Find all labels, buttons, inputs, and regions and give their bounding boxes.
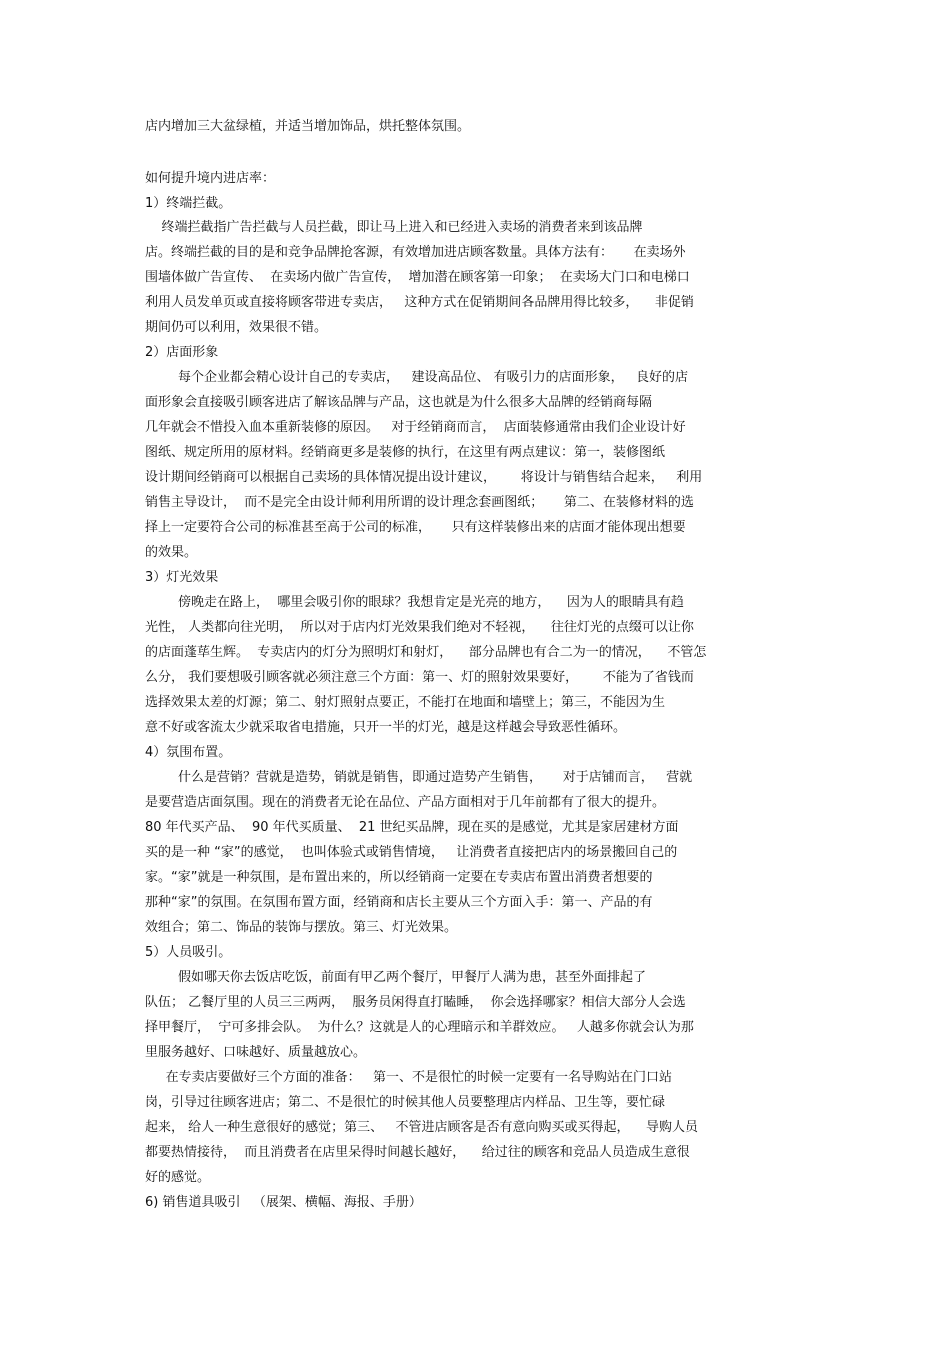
text-line: 队伍； 乙餐厅里的人员三三两两， 服务员闲得直打瞌睡， 你会选择哪家？相信大部分人会选 [145, 995, 686, 1010]
text-line: 设计期间经销商可以根据自己卖场的具体情况提出设计建议， 将设计与销售结合起来， 利用 [145, 470, 703, 485]
text-line: 岗，引导过往顾客进店；第二、不是很忙的时候其他人员要整理店内样品、卫生等，要忙碌 [145, 1095, 666, 1110]
text-line: 每个企业都会精心设计自己的专卖店， 建设高品位、 有吸引力的店面形象， 良好的店 [145, 370, 688, 385]
text-line: 买的是一种 “家”的感觉， 也叫体验式或销售情境， 让消费者直接把店内的场景搬回自己的 [145, 845, 678, 860]
text-line: 意不好或客流太少就采取省电措施，只开一半的灯光，越是这样越会导致恶性循环。 [145, 720, 627, 735]
text-line: 围墙体做广告宣传、 在卖场内做广告宣传， 增加潜在顾客第一印象； 在卖场大门口和电梯口 [145, 270, 690, 285]
text-line: 家。“家”就是一种氛围，是布置出来的，所以经销商一定要在专卖店布置出消费者想要的 [145, 870, 653, 885]
text-line: 好的感觉。 [145, 1170, 211, 1185]
text-line: 店内增加三大盆绿植，并适当增加饰品，烘托整体氛围。 [145, 119, 471, 134]
text-line: 起来， 给人一种生意很好的感觉；第三、 不管进店顾客是否有意向购买或买得起， 导购人员 [145, 1120, 699, 1135]
text-line: 利用人员发单页或直接将顾客带进专卖店， 这种方式在促销期间各品牌用得比较多， 非促销 [145, 295, 694, 310]
text-line: 什么是营销？营就是造势，销就是销售，即通过造势产生销售， 对于店铺而言， 营就 [145, 770, 693, 785]
text-line: 选择效果太差的灯源；第二、射灯照射点要正，不能打在地面和墙壁上；第三，不能因为生 [145, 695, 666, 710]
text-line: 那种“家”的氛围。在氛围布置方面，经销商和店长主要从三个方面入手：第一、产品的有 [145, 895, 653, 910]
text-line: 择上一定要符合公司的标准甚至高于公司的标准， 只有这样装修出来的店面才能体现出想要 [145, 520, 686, 535]
text-line: 80 年代买产品、 90 年代买质量、 21 世纪买品牌，现在买的是感觉，尤其是家居建材方面 [145, 820, 679, 835]
text-line: 傍晚走在路上， 哪里会吸引你的眼球？我想肯定是光亮的地方， 因为人的眼睛具有趋 [145, 595, 684, 610]
text-line: 里服务越好、口味越好、质量越放心。 [145, 1045, 367, 1060]
text-line: 择甲餐厅， 宁可多排会队。 为什么？这就是人的心理暗示和羊群效应。 人越多你就会认为那 [145, 1020, 694, 1035]
text-line: 光性， 人类都向往光明， 所以对于店内灯光效果我们绝对不轻视， 往往灯光的点缀可以让你 [145, 620, 694, 635]
text-line: 的效果。 [145, 545, 198, 560]
text-line: 终端拦截指广告拦截与人员拦截，即让马上进入和已经进入卖场的消费者来到该品牌 [145, 220, 643, 235]
text-line: 销售主导设计， 而不是完全由设计师利用所谓的设计理念套画图纸； 第二、在装修材料的选 [145, 495, 694, 510]
text-line: 店。终端拦截的目的是和竞争品牌抢客源，有效增加进店顾客数量。具体方法有： 在卖场外 [145, 245, 686, 260]
text-line: 图纸、规定所用的原材料。经销商更多是装修的执行，在这里有两点建议：第一，装修图纸 [145, 445, 666, 460]
text-line: 么分， 我们要想吸引顾客就必须注意三个方面：第一、灯的照射效果要好， 不能为了省钱而 [145, 670, 694, 685]
section-heading: 3）灯光效果 [145, 570, 219, 585]
text-line: 的店面蓬荜生辉。 专卖店内的灯分为照明灯和射灯， 部分品牌也有合二为一的情况， 不管怎 [145, 645, 707, 660]
text-line: 在专卖店要做好三个方面的准备： 第一、不是很忙的时候一定要有一名导购站在门口站 [145, 1070, 673, 1085]
text-line: 效组合；第二、饰品的装饰与摆放。第三、灯光效果。 [145, 920, 458, 935]
text-line: 是要营造店面氛围。现在的消费者无论在品位、产品方面相对于几年前都有了很大的提升。 [145, 795, 666, 810]
section-heading: 2）店面形象 [145, 345, 219, 360]
text-line: 都要热情接待， 而且消费者在店里呆得时间越长越好， 给过往的顾客和竞品人员造成生意很 [145, 1145, 690, 1160]
section-heading: 4）氛围布置。 [145, 745, 232, 760]
section-heading: 1）终端拦截。 [145, 196, 232, 211]
text-line: 假如哪天你去饭店吃饭，前面有甲乙两个餐厅，甲餐厅人满为患，甚至外面排起了 [145, 970, 647, 985]
section-heading: 6) 销售道具吸引 （展架、横幅、海报、手册） [145, 1195, 422, 1210]
section-heading: 如何提升境内进店率： [145, 171, 276, 186]
text-line: 面形象会直接吸引顾客进店了解该品牌与产品，这也就是为什么很多大品牌的经销商每隔 [145, 395, 653, 410]
text-line: 期间仍可以利用，效果很不错。 [145, 320, 328, 335]
text-line: 几年就会不惜投入血本重新装修的原因。 对于经销商而言， 店面装修通常由我们企业设计好 [145, 420, 686, 435]
section-heading: 5）人员吸引。 [145, 945, 232, 960]
